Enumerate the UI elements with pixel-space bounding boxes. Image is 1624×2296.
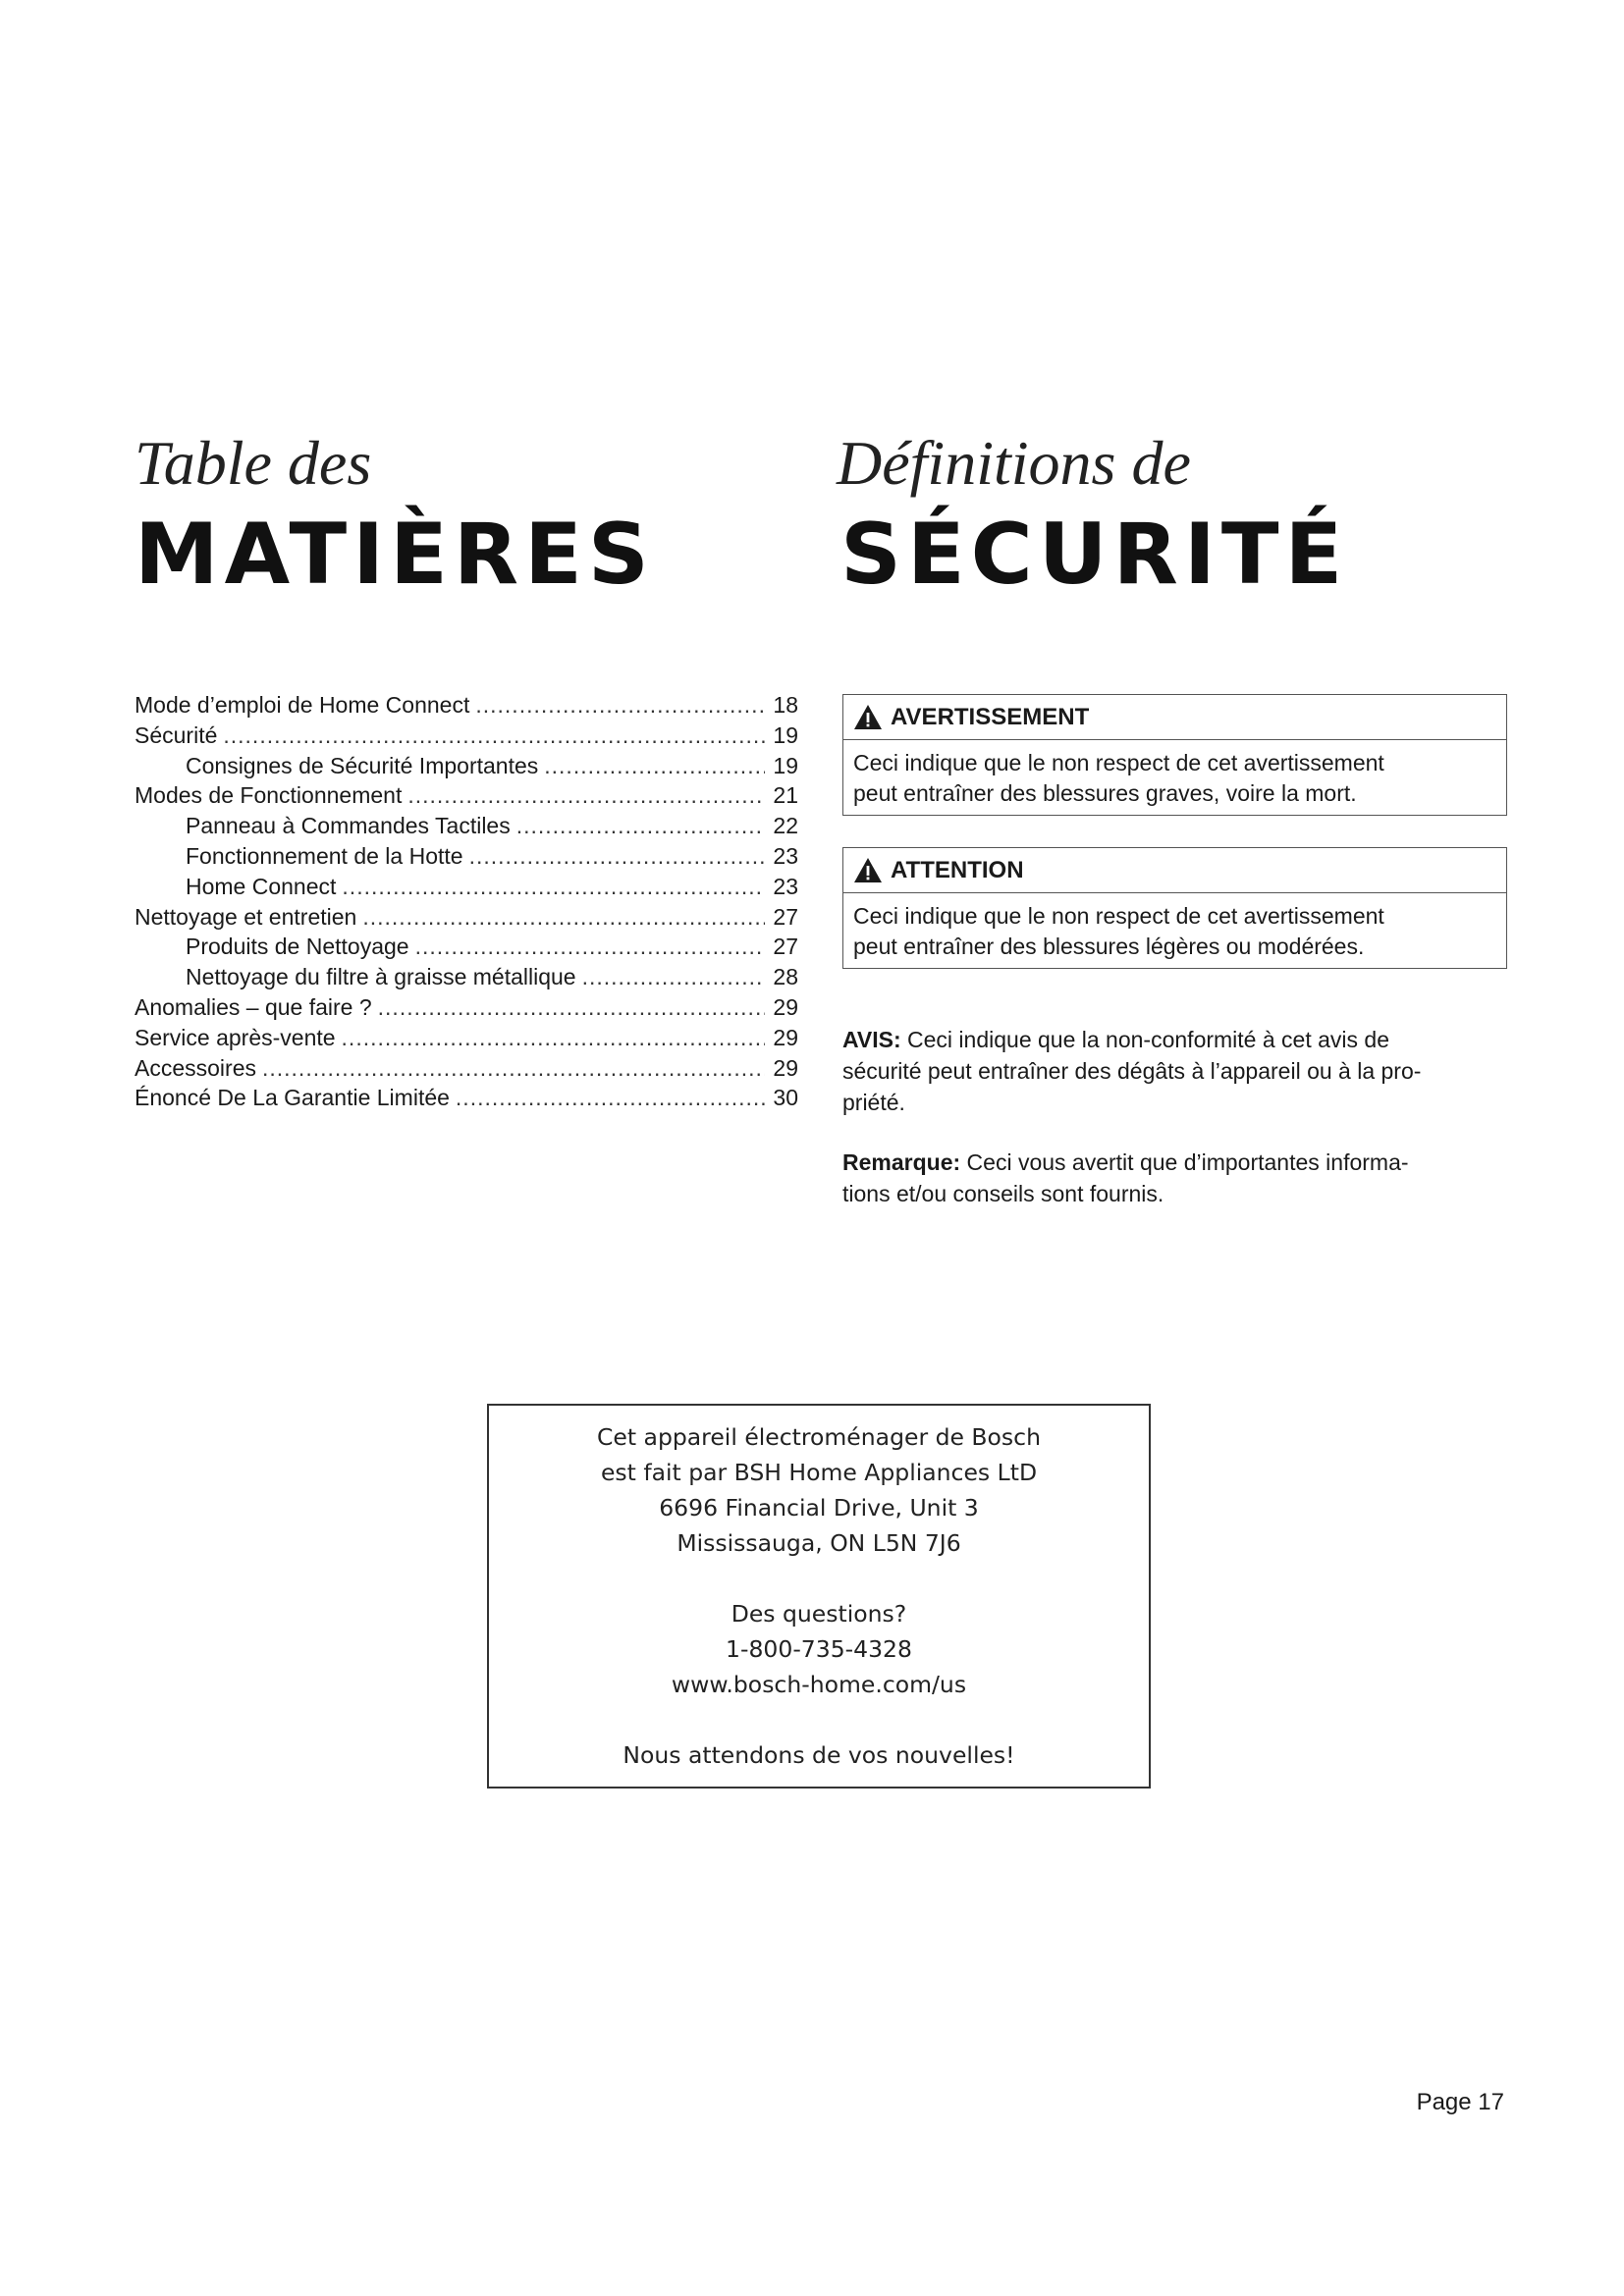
toc-entry-label: Énoncé De La Garantie Limitée — [135, 1085, 450, 1111]
notice-text: sécurité peut entraîner des dégâts à l’appareil ou à la pro- — [842, 1058, 1422, 1084]
contact-box — [487, 1404, 1151, 1789]
toc-entry[interactable] — [135, 1023, 798, 1053]
toc-entry-label: Sécurité — [135, 721, 218, 748]
toc-entry-label: Service après-vente — [135, 1024, 336, 1050]
caution-box — [842, 847, 1507, 969]
notice-paragraph — [842, 1024, 1510, 1118]
contact-question: Des questions? — [731, 1600, 907, 1628]
toc-entry-page: 19 — [773, 721, 798, 748]
toc-entry-page: 23 — [773, 842, 798, 869]
toc-entry-page: 29 — [773, 1054, 798, 1081]
contact-line: est fait par BSH Home Appliances LtD — [600, 1459, 1038, 1486]
toc-entry-page: 27 — [773, 903, 798, 930]
toc-title-caps: MATIÈRES — [135, 506, 655, 604]
toc-entry-page: 30 — [773, 1085, 798, 1111]
contact-closing: Nous attendons de vos nouvelles! — [623, 1741, 1015, 1769]
caution-label: ATTENTION — [891, 856, 1024, 883]
notice-text: Ceci indique que la non-conformité à cet avis de — [907, 1027, 1389, 1052]
toc-entry[interactable] — [135, 902, 798, 933]
toc-entry-page: 19 — [773, 752, 798, 778]
toc-entry[interactable] — [135, 751, 798, 781]
toc-entry[interactable] — [135, 690, 798, 721]
toc-entry[interactable] — [135, 1053, 798, 1084]
toc-entry-page: 18 — [773, 692, 798, 718]
toc-dot-leader — [223, 721, 765, 751]
toc-entry-label: Home Connect — [186, 873, 337, 899]
toc-entry-label: Fonctionnement de la Hotte — [186, 842, 463, 869]
warning-box — [842, 694, 1507, 816]
toc-entry-page: 27 — [773, 934, 798, 960]
warning-text-line: Ceci indique que le non respect de cet avertissement — [853, 750, 1384, 775]
toc-entry-label: Accessoires — [135, 1054, 256, 1081]
toc-entry-page: 22 — [773, 813, 798, 839]
toc-entry-label: Consignes de Sécurité Importantes — [186, 752, 539, 778]
toc-entry-label: Mode d’emploi de Home Connect — [135, 692, 470, 718]
toc-entry[interactable] — [135, 1083, 798, 1113]
warning-header — [843, 695, 1506, 740]
toc-dot-leader — [516, 811, 765, 841]
safety-title-italic: Définitions de — [837, 428, 1191, 498]
toc-entry-page: 23 — [773, 873, 798, 899]
remark-text: tions et/ou conseils sont fournis. — [842, 1181, 1164, 1206]
toc-dot-leader — [544, 751, 765, 781]
toc-dot-leader — [378, 992, 765, 1023]
toc-dot-leader — [415, 932, 765, 962]
toc-dot-leader — [342, 872, 765, 902]
caution-header — [843, 848, 1506, 893]
toc-dot-leader — [475, 690, 765, 721]
toc-entry[interactable] — [135, 721, 798, 751]
toc-dot-leader — [469, 841, 765, 872]
toc-entry[interactable] — [135, 872, 798, 902]
warning-triangle-icon — [853, 704, 883, 730]
remark-label: Remarque: — [842, 1149, 961, 1175]
toc-dot-leader — [262, 1053, 765, 1084]
toc-dot-leader — [456, 1083, 765, 1113]
toc-entry-page: 29 — [773, 993, 798, 1020]
notice-text: priété. — [842, 1090, 905, 1115]
toc-dot-leader — [582, 962, 765, 992]
toc-entry-label: Panneau à Commandes Tactiles — [186, 813, 511, 839]
contact-line: Cet appareil électroménager de Bosch — [597, 1423, 1041, 1451]
safety-title-caps: SÉCURITÉ — [840, 506, 1349, 604]
caution-text-line: peut entraîner des blessures légères ou modérées. — [853, 934, 1365, 959]
toc-entry-page: 21 — [773, 782, 798, 809]
caution-text-line: Ceci indique que le non respect de cet avertissement — [853, 903, 1384, 929]
page-number: Page 17 — [1416, 2089, 1504, 2115]
toc-entry[interactable] — [135, 932, 798, 962]
remark-text: Ceci vous avertit que d’importantes informa- — [966, 1149, 1409, 1175]
toc-dot-leader — [407, 780, 765, 811]
toc-title-italic: Table des — [135, 428, 372, 498]
toc-entry-label: Nettoyage du filtre à graisse métallique — [186, 964, 576, 990]
toc-entry[interactable] — [135, 962, 798, 992]
toc-entry[interactable] — [135, 811, 798, 841]
warning-label: AVERTISSEMENT — [891, 703, 1090, 730]
toc-dot-leader — [342, 1023, 765, 1053]
toc-entry[interactable] — [135, 841, 798, 872]
toc-entry-label: Produits de Nettoyage — [186, 934, 409, 960]
toc-entry[interactable] — [135, 780, 798, 811]
contact-city: Mississauga, ON L5N 7J6 — [677, 1529, 961, 1557]
table-of-contents — [135, 690, 798, 1113]
toc-entry-label: Anomalies – que faire ? — [135, 993, 372, 1020]
toc-entry-label: Modes de Fonctionnement — [135, 782, 403, 809]
toc-entry[interactable] — [135, 992, 798, 1023]
remark-paragraph — [842, 1147, 1510, 1209]
toc-entry-page: 28 — [773, 964, 798, 990]
notice-label: AVIS: — [842, 1027, 901, 1052]
warning-triangle-icon — [853, 857, 883, 883]
toc-dot-leader — [362, 902, 765, 933]
contact-website-link[interactable]: www.bosch-home.com/us — [671, 1671, 967, 1698]
warning-text-line: peut entraîner des blessures graves, voire la mort. — [853, 780, 1357, 806]
toc-entry-page: 29 — [773, 1024, 798, 1050]
contact-phone[interactable]: 1-800-735-4328 — [726, 1635, 912, 1663]
contact-address: 6696 Financial Drive, Unit 3 — [659, 1494, 979, 1522]
toc-entry-label: Nettoyage et entretien — [135, 903, 357, 930]
